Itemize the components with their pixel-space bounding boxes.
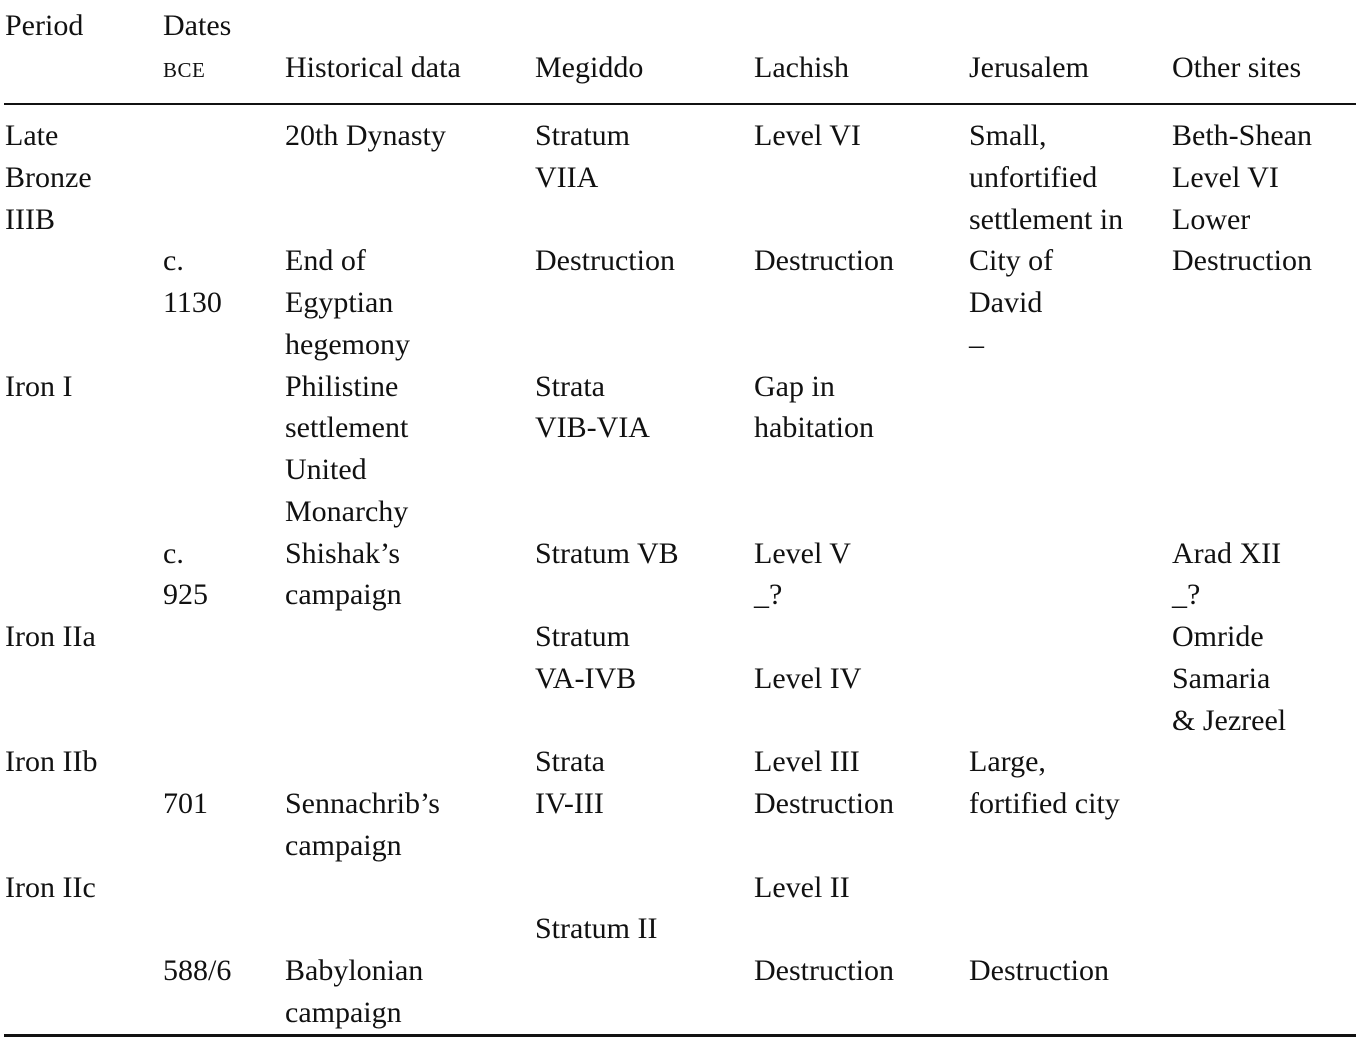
column-header-historical: Historical data bbox=[285, 51, 461, 84]
column-header-period: Period bbox=[5, 9, 84, 42]
cell-historical: hegemony bbox=[285, 327, 410, 361]
cell-lachish: Gap in bbox=[754, 369, 835, 403]
bottom-rule bbox=[4, 1034, 1356, 1037]
cell-megiddo: Stratum VB bbox=[535, 536, 679, 570]
cell-jerusalem: – bbox=[969, 327, 984, 361]
cell-period: Iron IIa bbox=[5, 620, 96, 653]
cell-other: Omride bbox=[1172, 620, 1264, 653]
cell-other: Samaria bbox=[1172, 661, 1271, 695]
cell-historical: Sennachrib’s bbox=[285, 787, 440, 820]
cell-historical: settlement bbox=[285, 411, 409, 445]
cell-megiddo: Strata bbox=[535, 745, 605, 779]
cell-megiddo: Strata bbox=[535, 369, 605, 403]
cell-historical: Egyptian bbox=[285, 286, 394, 319]
cell-historical: Shishak’s bbox=[285, 536, 401, 570]
cell-dates: 588/6 bbox=[163, 954, 232, 987]
cell-megiddo: Stratum bbox=[535, 119, 630, 152]
cell-dates: c. bbox=[163, 244, 184, 278]
cell-jerusalem: Large, bbox=[969, 745, 1046, 779]
cell-period: Iron IIc bbox=[5, 870, 96, 904]
cell-jerusalem: fortified city bbox=[969, 787, 1120, 820]
cell-lachish: Destruction bbox=[754, 244, 894, 278]
cell-historical: campaign bbox=[285, 828, 402, 862]
cell-megiddo: VIIA bbox=[535, 160, 599, 194]
cell-dates: 1130 bbox=[163, 286, 222, 319]
cell-historical: 20th Dynasty bbox=[285, 119, 446, 152]
cell-historical: campaign bbox=[285, 578, 402, 612]
cell-historical: campaign bbox=[285, 995, 402, 1029]
cell-historical: Philistine bbox=[285, 369, 399, 403]
cell-historical: United bbox=[285, 453, 367, 486]
cell-lachish: Destruction bbox=[754, 787, 894, 820]
cell-period: IIIB bbox=[5, 202, 55, 236]
cell-megiddo: IV-III bbox=[535, 787, 604, 820]
cell-lachish: Level II bbox=[754, 870, 850, 904]
column-header-lachish: Lachish bbox=[754, 51, 849, 84]
column-header-megiddo: Megiddo bbox=[535, 51, 644, 84]
cell-period: Iron IIb bbox=[5, 745, 98, 779]
column-header-dates: Dates bbox=[163, 9, 232, 42]
cell-jerusalem: Destruction bbox=[969, 954, 1109, 987]
cell-megiddo: Destruction bbox=[535, 244, 675, 278]
cell-lachish: Level V bbox=[754, 536, 851, 570]
cell-other: Level VI bbox=[1172, 160, 1279, 194]
cell-megiddo: VA-IVB bbox=[535, 661, 637, 695]
cell-megiddo: Stratum bbox=[535, 620, 630, 653]
cell-period: Bronze bbox=[5, 160, 92, 194]
cell-lachish: Destruction bbox=[754, 954, 894, 987]
cell-lachish: habitation bbox=[754, 411, 874, 445]
cell-jerusalem: unfortified bbox=[969, 160, 1098, 194]
cell-megiddo: Stratum II bbox=[535, 912, 658, 946]
cell-lachish: Level III bbox=[754, 745, 860, 779]
header-rule bbox=[4, 103, 1356, 105]
cell-other: & Jezreel bbox=[1172, 703, 1287, 737]
cell-other: Destruction bbox=[1172, 244, 1312, 278]
cell-jerusalem: City of bbox=[969, 244, 1054, 278]
cell-lachish: _? bbox=[754, 578, 783, 612]
cell-other: _? bbox=[1172, 578, 1201, 612]
cell-period: Iron I bbox=[5, 369, 73, 403]
cell-historical: Monarchy bbox=[285, 494, 409, 528]
cell-jerusalem: David bbox=[969, 286, 1043, 319]
cell-lachish: Level IV bbox=[754, 661, 862, 695]
cell-dates: 925 bbox=[163, 578, 208, 612]
column-header-other: Other sites bbox=[1172, 51, 1302, 84]
cell-lachish: Level VI bbox=[754, 119, 861, 152]
cell-megiddo: VIB-VIA bbox=[535, 411, 650, 445]
cell-other: Beth-Shean bbox=[1172, 119, 1312, 152]
cell-dates: c. bbox=[163, 536, 184, 570]
cell-other: Lower bbox=[1172, 202, 1251, 236]
cell-other: Arad XII bbox=[1172, 536, 1282, 570]
cell-dates: 701 bbox=[163, 787, 208, 820]
column-subheader-dates: BCE bbox=[163, 58, 206, 82]
cell-jerusalem: settlement in bbox=[969, 202, 1124, 236]
column-header-jerusalem: Jerusalem bbox=[969, 51, 1089, 84]
cell-period: Late bbox=[5, 119, 59, 152]
cell-jerusalem: Small, bbox=[969, 119, 1047, 152]
cell-historical: End of bbox=[285, 244, 366, 278]
cell-historical: Babylonian bbox=[285, 954, 424, 987]
